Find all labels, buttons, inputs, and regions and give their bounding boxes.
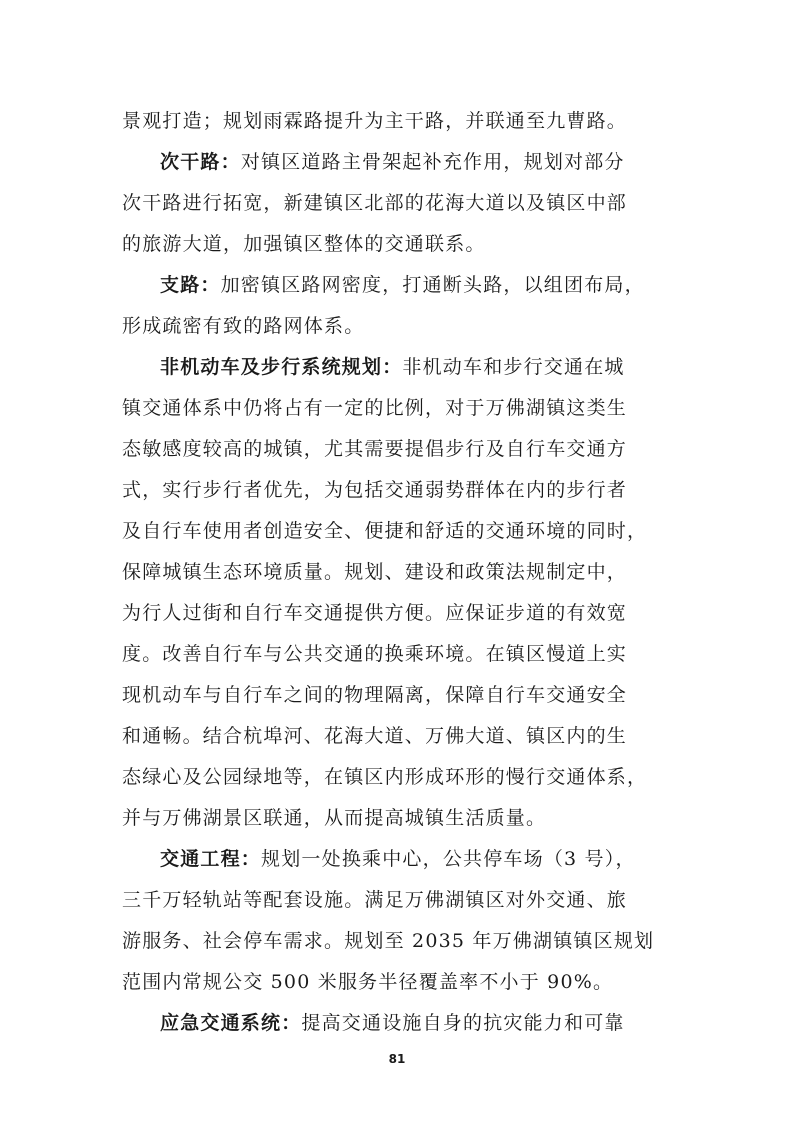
line-text: 为行人过街和自行车交通提供方便。应保证步道的有效宽 [122, 602, 628, 624]
line-text: 游服务、社会停车需求。规划至 2035 年万佛湖镇镇区规划 [122, 930, 655, 952]
line-text: 次干路进行拓宽，新建镇区北部的花海大道以及镇区中部 [122, 192, 628, 214]
text-line [122, 313, 364, 339]
text-line [122, 190, 627, 216]
text-line [122, 723, 627, 749]
line-text: 式，实行步行者优先，为包括交通弱势群体在内的步行者 [122, 479, 628, 501]
paragraph-branch-roads [160, 272, 645, 298]
section-heading: 交通工程： [160, 848, 262, 870]
line-text: 对镇区道路主骨架起补充作用，规划对部分 [240, 151, 625, 173]
page-number: 81 [388, 1052, 406, 1066]
line-text: 态绿心及公园绿地等，在镇区内形成环形的慢行交通体系， [122, 766, 648, 788]
line-text: 范围内常规公交 500 米服务半径覆盖率不小于 90%。 [122, 971, 614, 993]
line-text: 和通畅。结合杭埠河、花海大道、万佛大道、镇区内的生 [122, 725, 628, 747]
line-text: 保障城镇生态环境质量。规划、建设和政策法规制定中， [122, 561, 628, 583]
section-heading: 次干路： [160, 151, 241, 173]
text-line [122, 436, 627, 462]
line-text: 及自行车使用者创造安全、便捷和舒适的交通环境的同时， [122, 520, 648, 542]
line-text: 并与万佛湖景区联通，从而提高城镇生活质量。 [122, 807, 547, 829]
text-line [122, 518, 647, 544]
line-text: 三千万轻轨站等配套设施。满足万佛湖镇区对外交通、旅 [122, 889, 628, 911]
text-line [122, 641, 627, 667]
text-line [122, 928, 654, 954]
line-text: 度。改善自行车与公共交通的换乘环境。在镇区慢道上实 [122, 643, 628, 665]
text-line [122, 600, 627, 626]
line-text: 非机动车和步行交通在城 [402, 356, 625, 378]
line-text: 镇交通体系中仍将占有一定的比例，对于万佛湖镇这类生 [122, 397, 628, 419]
line-text: 现机动车与自行车之间的物理隔离，保障自行车交通安全 [122, 684, 628, 706]
section-heading: 支路： [160, 274, 221, 296]
text-line [122, 231, 486, 257]
text-line [122, 682, 627, 708]
line-text: 的旅游大道，加强镇区整体的交通联系。 [122, 233, 486, 255]
line-text: 加密镇区路网密度，打通断头路，以组团布局， [220, 274, 645, 296]
text-line [122, 559, 627, 585]
text-line [122, 764, 647, 790]
paragraph-emergency-traffic [160, 1010, 625, 1036]
paragraph-secondary-roads [160, 149, 625, 175]
text-line [122, 108, 627, 134]
text-line [122, 969, 613, 995]
section-heading: 应急交通系统： [160, 1012, 302, 1034]
paragraph-traffic-engineering [160, 846, 636, 872]
text-line [122, 395, 627, 421]
line-text: 提高交通设施自身的抗灾能力和可靠 [301, 1012, 625, 1034]
line-text: 态敏感度较高的城镇，尤其需要提倡步行及自行车交通方 [122, 438, 628, 460]
line-text: 规划一处换乘中心，公共停车场（3 号）， [261, 848, 636, 870]
paragraph-nonmotor-walking [160, 354, 625, 380]
section-heading: 非机动车及步行系统规划： [160, 356, 403, 378]
text-line [122, 887, 627, 913]
text-line [122, 477, 627, 503]
line-text: 景观打造；规划雨霖路提升为主干路，并联通至九曹路。 [122, 110, 628, 132]
line-text: 形成疏密有致的路网体系。 [122, 315, 365, 337]
text-line [122, 805, 546, 831]
